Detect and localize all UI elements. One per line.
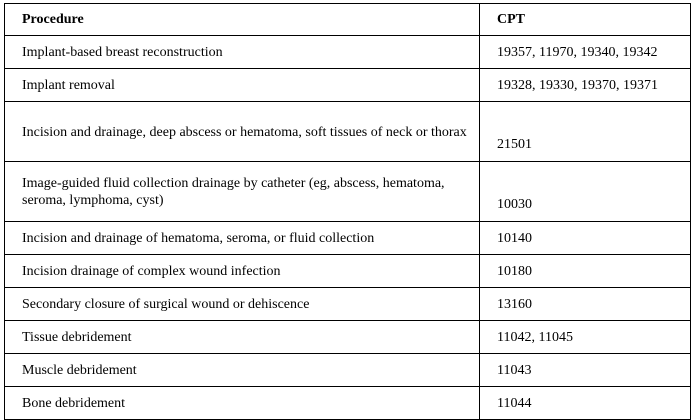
cpt-cell: 10030 bbox=[480, 162, 691, 222]
procedure-cell: Bone debridement bbox=[5, 387, 480, 420]
header-cpt: CPT bbox=[480, 4, 691, 36]
procedure-cell: Incision and drainage, deep abscess or hematoma, soft tissues of neck or thorax bbox=[5, 102, 480, 162]
procedure-cell: Muscle debridement bbox=[5, 354, 480, 387]
table-row bbox=[5, 387, 691, 420]
cpt-cell: 21501 bbox=[480, 102, 691, 162]
table-row bbox=[5, 354, 691, 387]
table-row bbox=[5, 162, 691, 222]
cpt-cell: 19357, 11970, 19340, 19342 bbox=[480, 36, 691, 69]
table-row bbox=[5, 288, 691, 321]
procedure-cell: Implant removal bbox=[5, 69, 480, 102]
table-row bbox=[5, 36, 691, 69]
procedure-cell: Tissue debridement bbox=[5, 321, 480, 354]
cpt-cell: 10180 bbox=[480, 255, 691, 288]
procedure-cell: Incision drainage of complex wound infection bbox=[5, 255, 480, 288]
cpt-cell: 11043 bbox=[480, 354, 691, 387]
cpt-codes-table bbox=[4, 3, 691, 420]
table-row bbox=[5, 222, 691, 255]
cpt-cell: 10140 bbox=[480, 222, 691, 255]
procedure-cell: Implant-based breast reconstruction bbox=[5, 36, 480, 69]
table-row bbox=[5, 321, 691, 354]
cpt-cell: 19328, 19330, 19370, 19371 bbox=[480, 69, 691, 102]
table-row bbox=[5, 255, 691, 288]
procedure-cell: Secondary closure of surgical wound or dehiscence bbox=[5, 288, 480, 321]
cpt-cell: 11042, 11045 bbox=[480, 321, 691, 354]
cpt-cell: 13160 bbox=[480, 288, 691, 321]
procedure-cell: Incision and drainage of hematoma, seroma, or fluid collection bbox=[5, 222, 480, 255]
header-procedure: Procedure bbox=[5, 4, 480, 36]
procedure-cell: Image-guided fluid collection drainage by catheter (eg, abscess, hematoma, seroma, lymphoma, cyst) bbox=[5, 162, 480, 222]
table-row bbox=[5, 102, 691, 162]
cpt-cell: 11044 bbox=[480, 387, 691, 420]
header-row bbox=[5, 4, 691, 36]
table-row bbox=[5, 69, 691, 102]
